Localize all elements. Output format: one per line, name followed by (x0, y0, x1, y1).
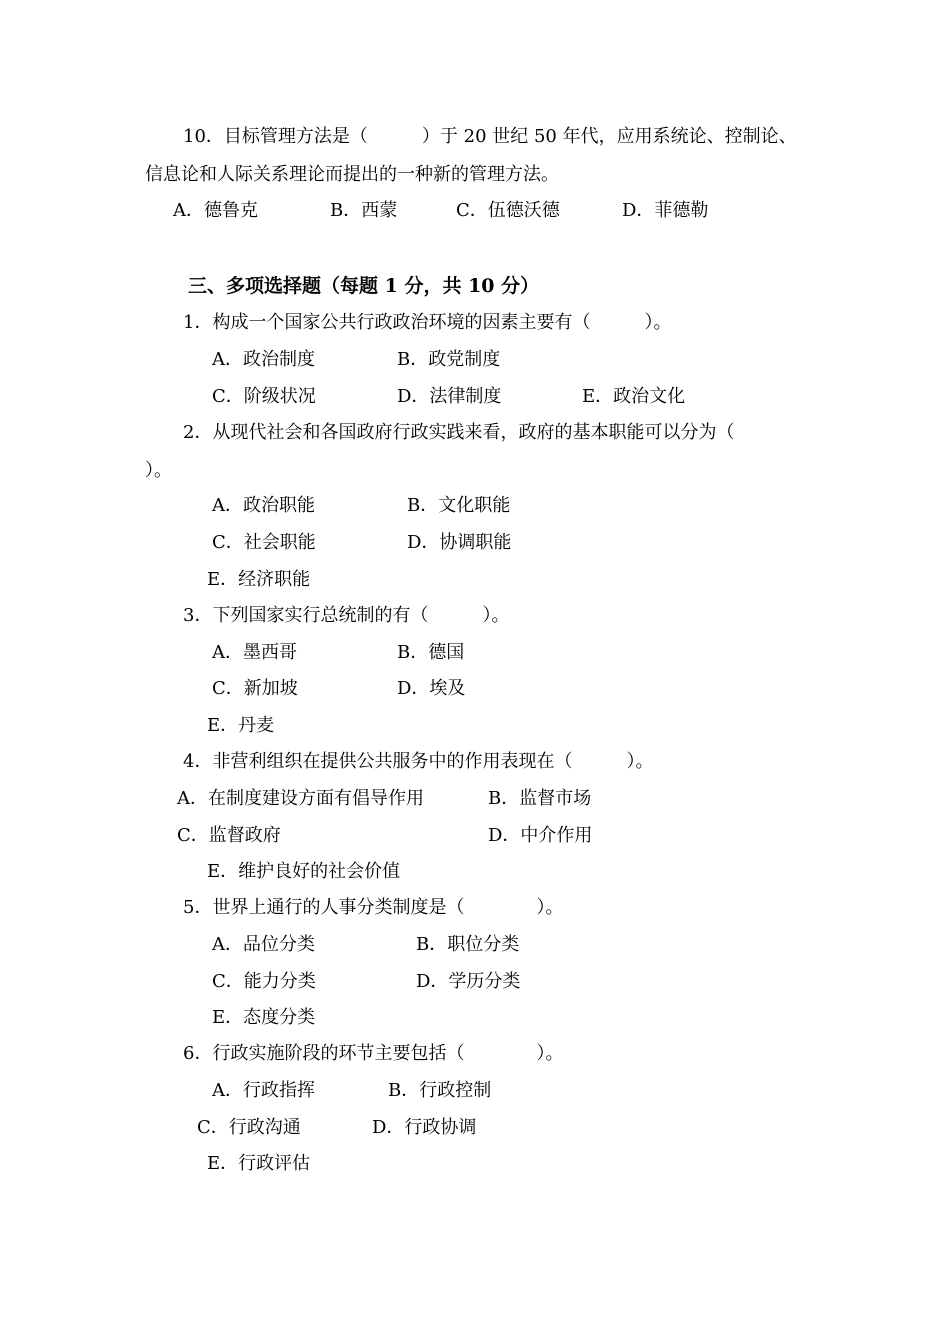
question-4-stem: 4．非营利组织在提供公共服务中的作用表现在（ ）。 (183, 751, 654, 772)
question-2-option-b: B．文化职能 (407, 495, 511, 516)
question-4-option-b: B．监督市场 (488, 788, 592, 809)
q10-option-a: A．德鲁克 (173, 200, 258, 221)
question-2-option-c: C．社会职能 (212, 532, 316, 553)
question-5-option-d: D．学历分类 (416, 971, 521, 992)
q10-option-d: D．菲德勒 (622, 200, 709, 221)
question-2-stem-line1: 2．从现代社会和各国政府行政实践来看，政府的基本职能可以分为（ (183, 422, 735, 443)
question-2-option-e: E．经济职能 (207, 569, 311, 590)
question-1-option-c: C．阶级状况 (212, 386, 316, 407)
question-6-option-a: A．行政指挥 (212, 1080, 315, 1101)
question-4-option-c: C．监督政府 (177, 825, 281, 846)
question-5-option-b: B．职位分类 (416, 934, 520, 955)
q10-option-b: B．西蒙 (330, 200, 398, 221)
question-1-option-d: D．法律制度 (397, 386, 502, 407)
question-4-option-e: E．维护良好的社会价值 (207, 861, 401, 882)
question-2-option-d: D．协调职能 (407, 532, 512, 553)
question-1-option-b: B．政党制度 (397, 349, 501, 370)
question-3-option-e: E．丹麦 (207, 715, 275, 736)
question-6-option-c: C．行政沟通 (197, 1117, 301, 1138)
question-4-option-a: A．在制度建设方面有倡导作用 (177, 788, 424, 809)
q10-option-c: C．伍德沃德 (456, 200, 560, 221)
question-5-option-a: A．品位分类 (212, 934, 315, 955)
question-2-option-a: A．政治职能 (212, 495, 315, 516)
question-6-option-d: D．行政协调 (372, 1117, 477, 1138)
question-6-stem: 6．行政实施阶段的环节主要包括（ ）。 (183, 1043, 564, 1064)
section-title: 三、多项选择题（每题 1 分，共 10 分） (188, 275, 540, 297)
question-5-stem: 5．世界上通行的人事分类制度是（ ）。 (183, 897, 564, 918)
q10-stem-line2: 信息论和人际关系理论而提出的一种新的管理方法。 (145, 164, 559, 185)
question-3-option-c: C．新加坡 (212, 678, 298, 699)
question-3-option-a: A．墨西哥 (212, 642, 297, 663)
question-1-stem: 1．构成一个国家公共行政政治环境的因素主要有（ ）。 (183, 312, 672, 333)
question-3-option-b: B．德国 (397, 642, 465, 663)
question-1-option-a: A．政治制度 (212, 349, 315, 370)
question-6-option-e: E．行政评估 (207, 1153, 311, 1174)
question-2-stem-line2: ）。 (145, 460, 172, 481)
question-3-stem: 3．下列国家实行总统制的有（ ）。 (183, 605, 510, 626)
question-5-option-c: C．能力分类 (212, 971, 316, 992)
q10-stem-line1: 10．目标管理方法是（ ）于 20 世纪 50 年代，应用系统论、控制论、 (183, 126, 797, 147)
question-6-option-b: B．行政控制 (388, 1080, 492, 1101)
question-5-option-e: E．态度分类 (212, 1007, 316, 1028)
question-3-option-d: D．埃及 (397, 678, 466, 699)
question-1-option-e: E．政治文化 (582, 386, 686, 407)
question-4-option-d: D．中介作用 (488, 825, 593, 846)
